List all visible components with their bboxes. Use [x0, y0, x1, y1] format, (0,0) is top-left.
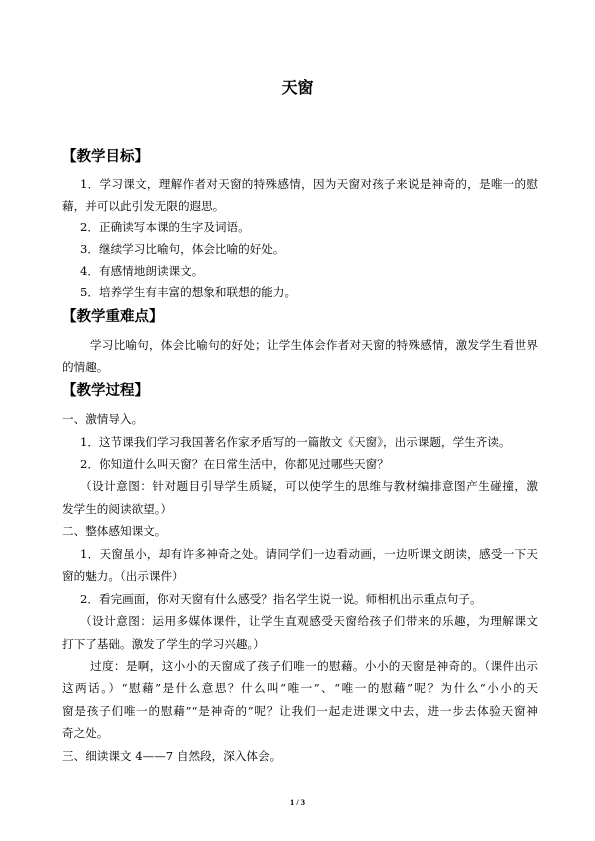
text-line: （设计意图：运用多媒体课件，让学生直观感受天窗给孩子们带来的乐趣，为理解课文 [80, 614, 538, 629]
text-line: 1．这节课我们学习我国著名作家矛盾写的一篇散文《天窗》，出示课题，学生齐读。 [80, 434, 511, 449]
text-line: 三、细读课文 4——7 自然段，深入体会。 [62, 748, 282, 763]
section-teaching-objectives [62, 146, 538, 304]
objective-item-2 [62, 217, 538, 239]
section-teaching-process [62, 380, 538, 767]
section-key-difficulties [62, 306, 538, 378]
text-line: 一、激情导入。 [62, 412, 144, 427]
process-paragraph [62, 543, 538, 588]
process-paragraph [62, 453, 538, 475]
process-step-heading-1 [62, 408, 538, 430]
text-line: 奇之处。 [62, 726, 109, 741]
process-paragraph [62, 431, 538, 453]
page-number: 1 / 3 [289, 797, 306, 807]
design-intent-note [62, 610, 538, 655]
text-line: 5．培养学生有丰富的想象和联想的能力。 [80, 285, 297, 300]
process-step-heading-3 [62, 745, 538, 767]
text-line: 2．看完画面，你对天窗有什么感受？指名学生说一说。师相机出示重点句子。 [80, 591, 482, 606]
objective-item-3 [62, 239, 538, 261]
text-line: 2．正确读写本课的生字及词语。 [80, 220, 250, 235]
text-line: 窗的魅力。（出示课件） [62, 569, 184, 584]
section-heading: 【教学重难点】 [62, 308, 164, 326]
text-line: 窗是孩子们唯一的慰藉”“是神奇的”呢？让我们一起走进课文中去，进一步去体验天窗神 [62, 703, 538, 718]
text-line: 1．学习课文，理解作者对天窗的特殊感情，因为天窗对孩子来说是神奇的，是唯一的慰 [80, 177, 538, 191]
section-heading: 【教学目标】 [62, 148, 149, 165]
text-line: 发学生的阅读欲望。） [62, 501, 173, 516]
transition-paragraph [62, 655, 538, 745]
text-line: 4．有感情地朗读课文。 [80, 263, 204, 278]
design-intent-note [62, 475, 538, 520]
text-line: 的情趣。 [62, 360, 109, 375]
process-step-heading-2 [62, 520, 538, 542]
text-line: 藉，并可以此引发无限的遐思。 [62, 198, 225, 213]
text-line: 二、整体感知课文。 [62, 524, 167, 539]
objective-item-4 [62, 261, 538, 283]
process-paragraph [62, 588, 538, 610]
text-line: 过度：是啊，这小小的天窗成了孩子们唯一的慰藉。小小的天窗是神奇的。（课件出示 [90, 658, 538, 673]
document-body [62, 146, 538, 767]
text-line: 3．继续学习比喻句，体会比喻的好处。 [80, 242, 285, 257]
text-line: 打下了基础。激发了学生的学习兴趣。） [62, 636, 265, 651]
text-line: 2．你知道什么叫天窗？在日常生活中，你都见过哪些天窗？ [80, 457, 389, 471]
text-line: 学习比喻句，体会比喻句的好处；让学生体会作者对天窗的特殊感情，激发学生看世界 [90, 338, 538, 353]
text-line: 1．天窗虽小，却有许多神奇之处。请同学们一边看动画，一边听课文朗读，感受一下天 [80, 546, 538, 561]
section-heading: 【教学过程】 [62, 382, 149, 400]
objective-item-1 [62, 174, 538, 217]
objective-item-5 [62, 282, 538, 304]
text-line: （设计意图：针对题目引导学生质疑，可以使学生的思维与教材编排意图产生碰撞，激 [80, 479, 538, 494]
text-line: 这两话。）“慰藉”是什么意思？什么叫“唯一”、“唯一的慰藉”呢？为什么“小小的天 [62, 681, 538, 696]
document-title: 天窗 [281, 78, 314, 97]
key-points-paragraph [62, 334, 538, 378]
